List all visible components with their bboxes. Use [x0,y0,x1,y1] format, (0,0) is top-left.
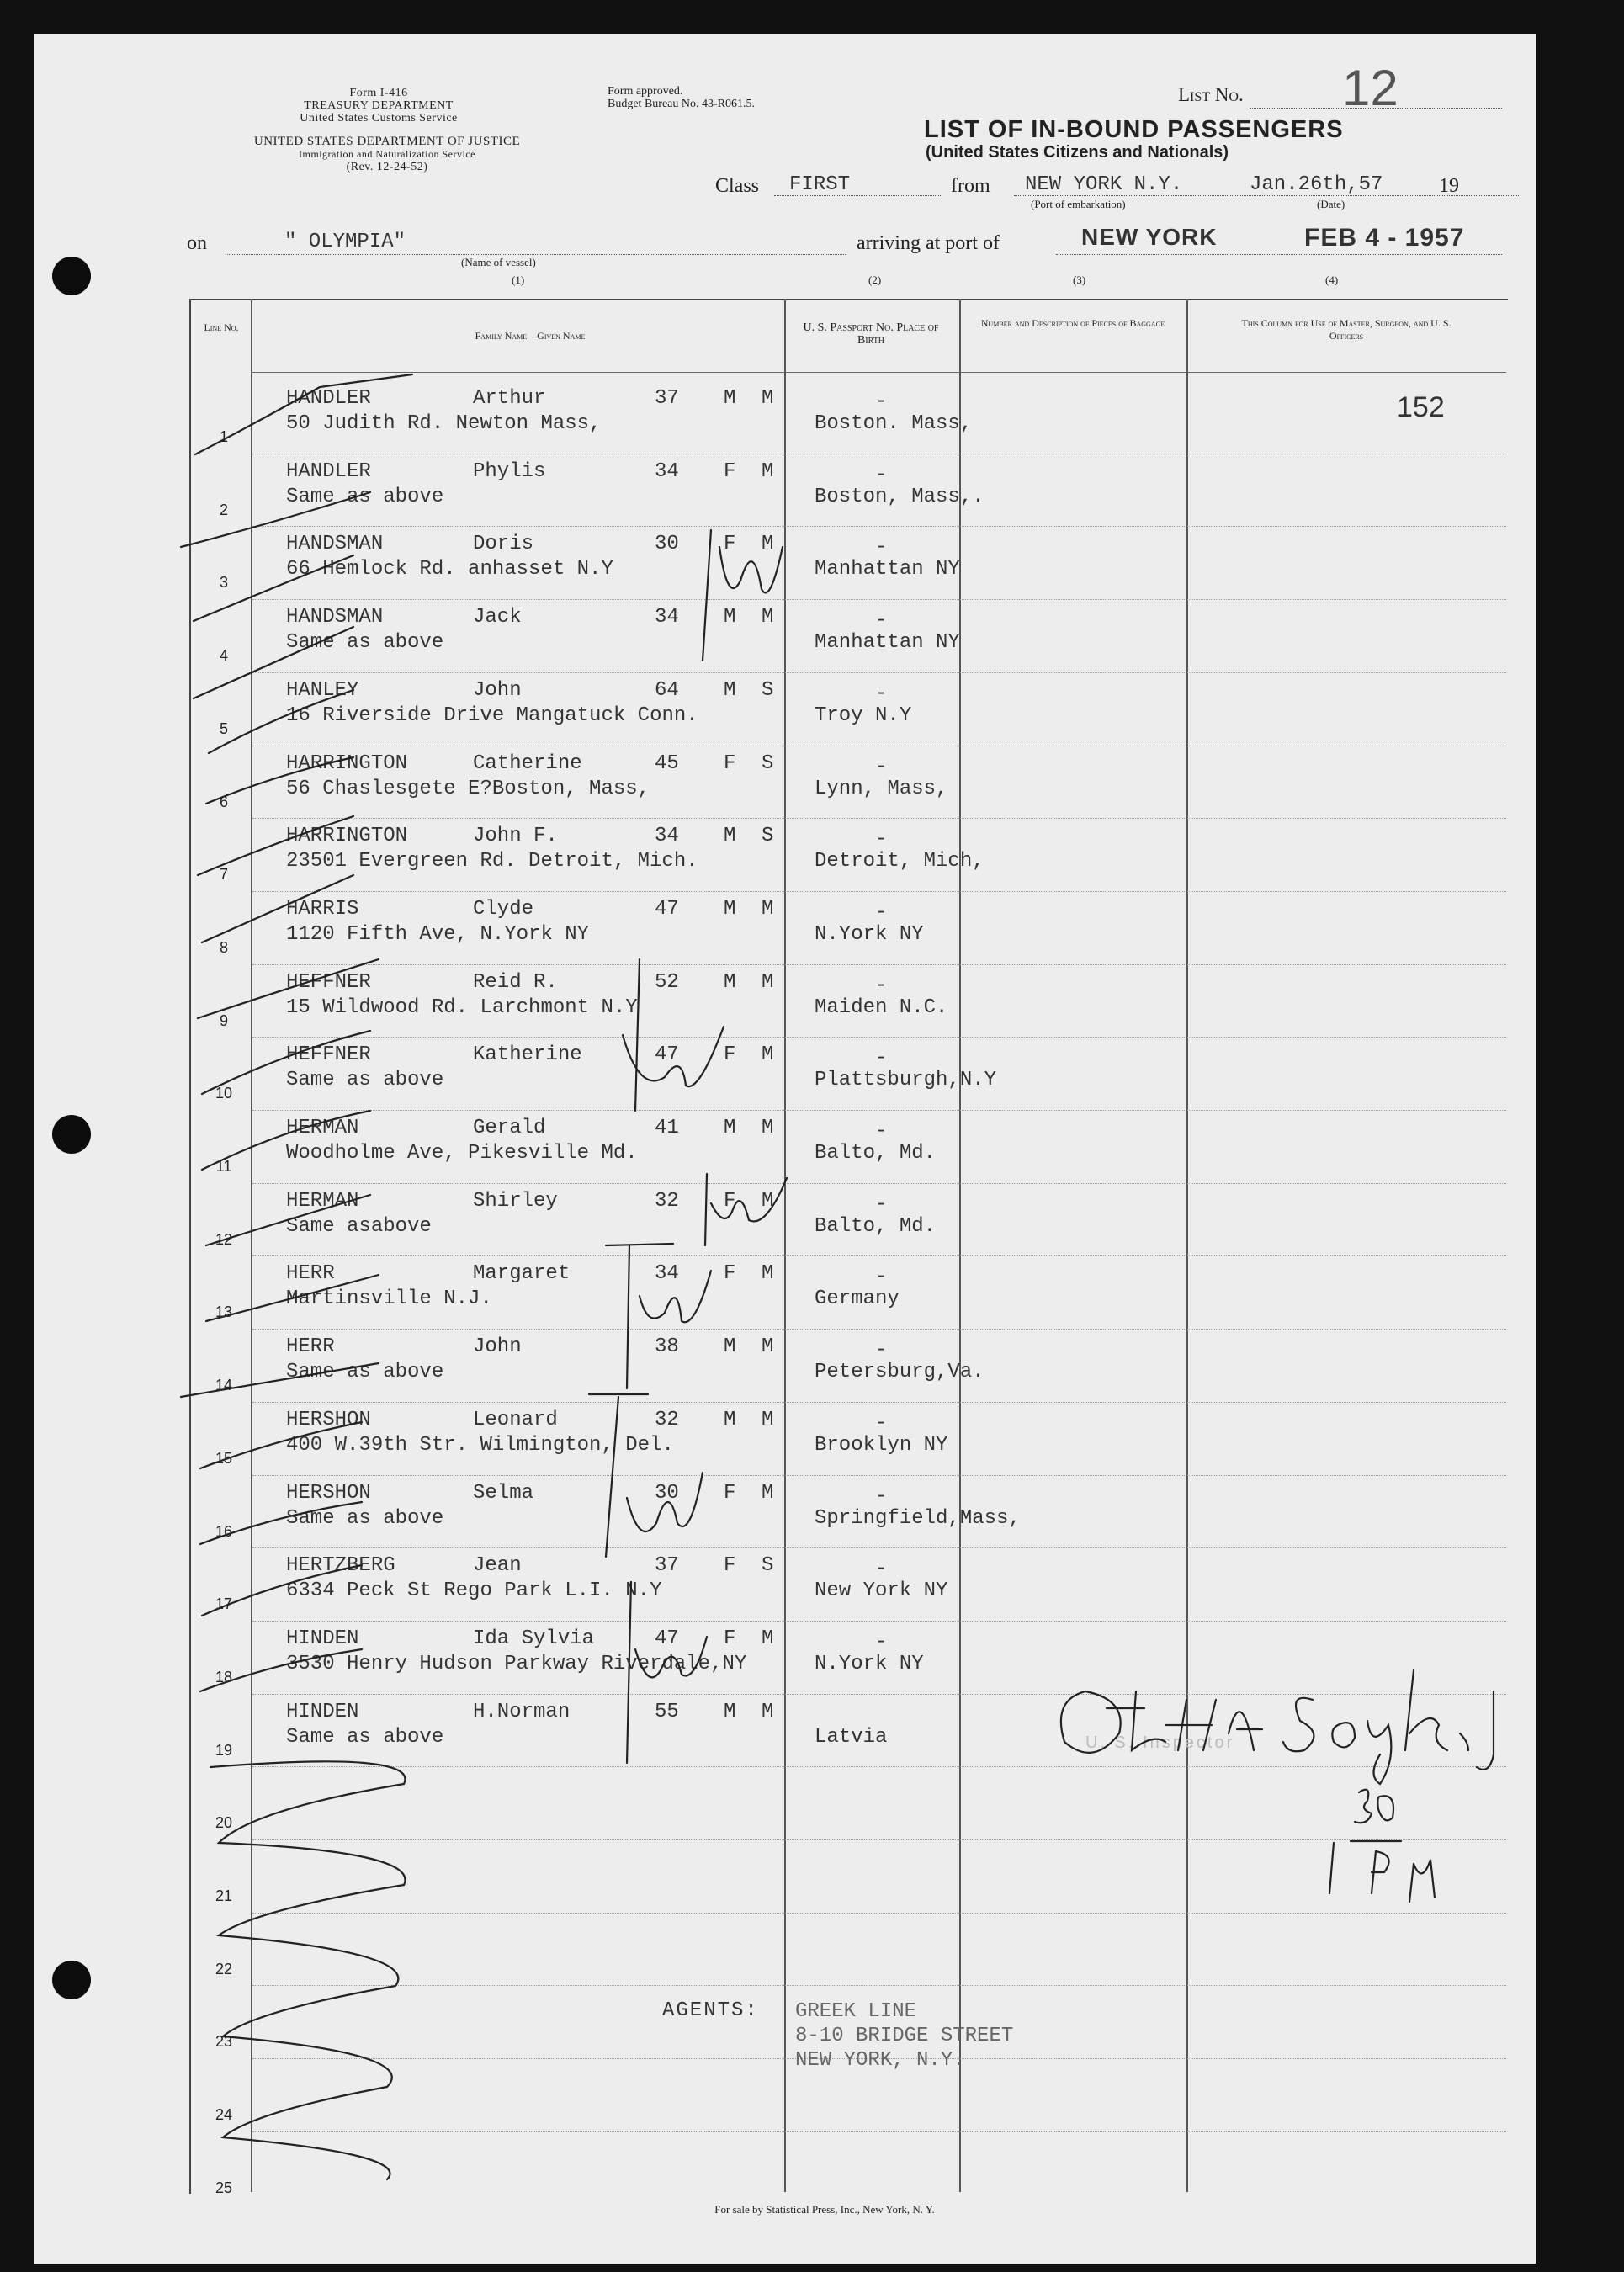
line-number: 18 [215,1668,233,1685]
passenger-given-name: Margaret [473,1262,571,1286]
agent-name: GREEK LINE [795,2000,917,2023]
passenger-address: Same as above [286,631,444,655]
passenger-sex: M [724,387,736,410]
arrival-port-stamp: NEW YORK [1081,224,1218,250]
passenger-age: 34 [655,1262,679,1286]
passport-no: - [875,1120,888,1143]
passenger-sex: F [724,1262,736,1286]
passenger-marital-status: S [762,825,774,848]
date-caption: (Date) [1317,198,1345,210]
line-number: 5 [219,719,228,737]
row-rule [252,891,1506,892]
passenger-age: 64 [655,678,679,702]
inspector-stamp-ghost: U. S. Inspector [1085,1733,1235,1752]
line-number: 11 [215,1158,232,1175]
passenger-marital-status: M [762,1627,774,1650]
passport-no: - [875,1266,888,1289]
passenger-address: Same asabove [286,1214,432,1238]
passport-no: - [875,536,888,560]
class-value: FIRST [789,173,851,196]
passenger-sex: F [724,459,736,483]
line-number: 7 [219,866,228,884]
vessel-value: " OLYMPIA" [284,231,406,253]
line-number: 6 [219,793,228,810]
passport-no: - [875,463,888,486]
passenger-surname: HERMAN [286,1117,359,1139]
place-of-birth: Brooklyn NY [815,1433,948,1457]
passenger-surname: HERSHON [286,1408,371,1431]
agent-street: 8-10 BRIDGE STREET [795,2025,1014,2047]
passenger-address: 23501 Evergreen Rd. Detroit, Mich. [286,850,698,873]
col-header-line-no: Line No. [204,321,239,333]
list-no-label: List No. [1178,84,1244,105]
row-rule [252,1329,1506,1330]
row-rule [252,1183,1506,1184]
passenger-sex: F [724,751,736,775]
passenger-marital-status: M [762,606,774,629]
line-number: 1 [219,428,228,445]
vessel-underline [227,254,846,255]
passenger-age: 38 [655,1335,679,1359]
agents-label: AGENTS: [662,1999,759,2022]
list-no-value: 12 [1342,60,1398,116]
passenger-given-name: Shirley [473,1189,558,1213]
passenger-surname: HANDSMAN [286,606,384,629]
passenger-age: 34 [655,825,679,848]
row-rule [252,1766,1506,1767]
passenger-surname: HERR [286,1262,335,1286]
passenger-address: 15 Wildwood Rd. Larchmont N.Y [286,995,638,1019]
passenger-marital-status: M [762,1408,774,1431]
passenger-address: 6334 Peck St Rego Park L.I. N.Y [286,1579,662,1603]
place-of-birth: Manhattan NY [815,558,960,581]
place-of-birth: Balto, Md. [815,1214,937,1238]
place-of-birth: Lynn, Mass, [815,777,948,800]
passenger-address: Same as above [286,1361,444,1384]
line-number: 24 [215,2106,233,2124]
passenger-age: 37 [655,1554,679,1578]
passenger-given-name: Selma [473,1481,534,1505]
row-rule [252,599,1506,600]
passenger-surname: HARRIS [286,897,359,921]
passenger-address: Woodholme Ave, Pikesville Md. [286,1142,638,1165]
row-rule [252,2131,1506,2132]
line-number: 20 [215,1814,233,1832]
row-rule [252,1255,1506,1256]
passenger-given-name: Phylis [473,459,546,483]
col-divider [784,299,786,2192]
passenger-given-name: Arthur [473,387,546,410]
passenger-sex: M [724,1700,736,1723]
treasury-dept: TREASURY DEPARTMENT [304,99,454,112]
passport-no: - [875,900,888,924]
place-of-birth: Boston, Mass,. [815,485,984,508]
passenger-sex: F [724,1627,736,1650]
passenger-marital-status: M [762,1043,774,1067]
arriving-label: arriving at port of [857,232,1000,254]
passenger-surname: HANLEY [286,678,359,702]
passenger-address: 16 Riverside Drive Mangatuck Conn. [286,703,698,727]
form-number: Form I-416 [349,87,408,99]
justice-dept: UNITED STATES DEPARTMENT OF JUSTICE [253,135,521,148]
place-of-birth: Boston. Mass, [815,412,973,435]
row-rule [252,1913,1506,1914]
passport-no: - [875,1411,888,1435]
budget-bureau-no: Budget Bureau No. 43-R061.5. [608,98,755,110]
passenger-given-name: John [473,678,522,702]
col-divider [251,299,252,2192]
col-divider [959,299,961,2192]
year-prefix: 19 [1439,175,1459,197]
line-number: 21 [215,1887,233,1904]
passenger-age: 45 [655,751,679,775]
passport-no: - [875,755,888,778]
row-rule [252,672,1506,673]
passenger-sex: F [724,1481,736,1505]
row-rule [252,964,1506,965]
passenger-age: 47 [655,897,679,921]
row-rule [252,1839,1506,1840]
passenger-marital-status: M [762,1700,774,1723]
line-number: 22 [215,1960,233,1977]
passenger-surname: HERR [286,1335,335,1359]
passport-no: - [875,682,888,705]
passenger-address: Same as above [286,485,444,508]
passport-no: - [875,1484,888,1508]
manifest-subtitle: (United States Citizens and Nationals) [926,143,1229,162]
passport-no: - [875,1192,888,1216]
place-of-birth: N.York NY [815,922,924,946]
place-of-birth: Latvia [815,1725,888,1749]
passenger-given-name: Clyde [473,897,534,921]
on-label: on [187,232,207,254]
passport-no: - [875,390,888,413]
passenger-given-name: Doris [473,533,534,556]
passenger-surname: HANDLER [286,459,371,483]
passenger-surname: HERSHON [286,1481,371,1505]
passenger-sex: M [724,970,736,994]
passenger-surname: HANDLER [286,387,371,410]
line-number: 16 [215,1522,233,1540]
passenger-marital-status: M [762,1117,774,1139]
place-of-birth: Germany [815,1287,900,1311]
passenger-marital-status: S [762,678,774,702]
manifest-table [189,299,1508,2194]
passenger-given-name: Jack [473,606,522,629]
row-rule [252,1621,1506,1622]
passport-no: - [875,1558,888,1581]
passport-no: - [875,1339,888,1362]
passenger-address: 400 W.39th Str. Wilmington, Del. [286,1433,674,1457]
passenger-sex: M [724,678,736,702]
passenger-marital-status: M [762,1335,774,1359]
passenger-age: 47 [655,1043,679,1067]
row-rule [252,1037,1506,1038]
col-caption-3: (3) [1073,273,1086,286]
passport-no: - [875,1047,888,1070]
binder-hole [52,257,91,295]
passenger-address: 56 Chaslesgete E?Boston, Mass, [286,777,650,800]
passenger-surname: HEFFNER [286,970,371,994]
passenger-marital-status: M [762,1189,774,1213]
approval-block [608,85,755,110]
col-caption-1: (1) [512,273,525,286]
passenger-surname: HEFFNER [286,1043,371,1067]
passenger-address: Same as above [286,1069,444,1092]
line-number: 19 [215,1741,233,1759]
line-number: 13 [215,1303,233,1321]
line-number: 17 [215,1595,233,1613]
passenger-marital-status: M [762,1262,774,1286]
col-header-baggage: Number and Description of Pieces of Baggage [980,317,1165,329]
page-count: 152 [1397,391,1445,423]
line-number: 12 [215,1230,233,1248]
passenger-given-name: Gerald [473,1117,546,1139]
passenger-age: 30 [655,533,679,556]
date-value: Jan.26th,57 [1250,173,1383,196]
line-number: 23 [215,2033,233,2051]
passenger-surname: HARRINGTON [286,825,408,848]
passenger-age: 30 [655,1481,679,1505]
place-of-birth: Manhattan NY [815,631,960,655]
printer-footer: For sale by Statistical Press, Inc., New York, N. Y. [714,2203,935,2216]
col-caption-4: (4) [1325,273,1339,286]
col-divider [1186,299,1188,2192]
agent-city: NEW YORK, N.Y. [795,2049,965,2072]
passenger-marital-status: M [762,459,774,483]
place-of-birth: Maiden N.C. [815,995,948,1019]
col-header-passport: U. S. Passport No. Place of Birth [803,321,939,347]
binder-hole [52,1115,91,1154]
passenger-age: 32 [655,1408,679,1431]
arrival-date-stamp: FEB 4 - 1957 [1304,224,1465,252]
ins-service: Immigration and Naturalization Service [299,148,475,160]
passenger-address: 1120 Fifth Ave, N.York NY [286,922,590,946]
passenger-address: 50 Judith Rd. Newton Mass, [286,412,602,435]
passenger-given-name: Leonard [473,1408,558,1431]
passenger-given-name: John [473,1335,522,1359]
place-of-birth: Troy N.Y [815,703,912,727]
passenger-surname: HERTZBERG [286,1554,395,1578]
passenger-age: 55 [655,1700,679,1723]
line-number: 15 [215,1449,233,1467]
passenger-marital-status: M [762,387,774,410]
passenger-sex: F [724,1189,736,1213]
row-rule [252,526,1506,527]
passenger-age: 34 [655,606,679,629]
row-rule [252,1694,1506,1695]
line-number: 14 [215,1377,233,1394]
line-number: 3 [219,574,228,592]
customs-service: United States Customs Service [300,112,458,125]
passenger-age: 32 [655,1189,679,1213]
passenger-address: 3530 Henry Hudson Parkway Riverdale,NY [286,1652,747,1675]
passenger-sex: M [724,897,736,921]
passenger-surname: HARRINGTON [286,751,408,775]
passenger-age: 37 [655,387,679,410]
arrival-underline [1056,254,1502,255]
passenger-surname: HINDEN [286,1700,359,1723]
agents-address [795,1999,1013,2073]
passenger-given-name: Ida Sylvia [473,1627,595,1650]
col-header-officers: This Column for Use of Master, Surgeon, and U. S. Officers [1241,317,1452,342]
passenger-given-name: Reid R. [473,970,558,994]
line-number: 4 [219,647,228,665]
passenger-given-name: H.Norman [473,1700,571,1723]
binder-hole [52,1961,91,1999]
passenger-sex: F [724,1554,736,1578]
passenger-marital-status: S [762,751,774,775]
passenger-age: 34 [655,459,679,483]
from-value: NEW YORK N.Y. [1025,173,1183,196]
row-rule [252,1547,1506,1548]
passenger-sex: M [724,825,736,848]
passport-no: - [875,609,888,633]
passenger-marital-status: M [762,897,774,921]
passenger-address: 66 Hemlock Rd. anhasset N.Y [286,558,613,581]
manifest-title: LIST OF IN-BOUND PASSENGERS [924,116,1344,143]
passenger-address: Same as above [286,1725,444,1749]
line-number: 10 [215,1085,233,1102]
place-of-birth: Balto, Md. [815,1142,937,1165]
passport-no: - [875,1630,888,1654]
header-rule [251,372,1506,373]
line-number: 25 [215,2179,233,2196]
passenger-sex: M [724,1117,736,1139]
passenger-sex: F [724,533,736,556]
place-of-birth: New York NY [815,1579,948,1603]
passenger-given-name: Jean [473,1554,522,1578]
passenger-sex: M [724,606,736,629]
passport-no: - [875,828,888,852]
place-of-birth: Plattsburgh,N.Y [815,1069,997,1092]
passenger-age: 52 [655,970,679,994]
from-label: from [951,175,990,197]
row-rule [252,1110,1506,1111]
passenger-marital-status: M [762,533,774,556]
class-label: Class [715,175,760,197]
line-number: 8 [219,938,228,956]
row-rule [252,1985,1506,1986]
place-of-birth: N.York NY [815,1652,924,1675]
line-number: 9 [219,1011,228,1029]
row-rule [252,818,1506,819]
line-number: 2 [219,501,228,518]
col-header-name: Family Name—Given Name [475,330,586,342]
passenger-marital-status: S [762,1554,774,1578]
passenger-given-name: John F. [473,825,558,848]
passenger-given-name: Katherine [473,1043,582,1067]
place-of-birth: Detroit, Mich, [815,850,984,873]
passenger-address: Martinsville N.J. [286,1287,492,1311]
row-rule [252,1402,1506,1403]
form-approved: Form approved. [608,85,683,98]
vessel-caption: (Name of vessel) [461,256,536,268]
passenger-surname: HERMAN [286,1189,359,1213]
passenger-sex: F [724,1043,736,1067]
row-rule [252,1475,1506,1476]
form-number-block [261,87,496,125]
passenger-sex: M [724,1335,736,1359]
passenger-sex: M [724,1408,736,1431]
place-of-birth: Petersburg,Va. [815,1361,984,1384]
passenger-marital-status: M [762,970,774,994]
passenger-address: Same as above [286,1506,444,1530]
passenger-age: 41 [655,1117,679,1139]
passenger-marital-status: M [762,1481,774,1505]
justice-dept-block [189,135,585,173]
passenger-given-name: Catherine [473,751,582,775]
col-caption-2: (2) [868,273,882,286]
passenger-surname: HANDSMAN [286,533,384,556]
place-of-birth: Springfield,Mass, [815,1506,1021,1530]
revision-date: (Rev. 12-24-52) [346,161,428,173]
port-caption: (Port of embarkation) [1031,198,1126,210]
passport-no: - [875,974,888,997]
passenger-surname: HINDEN [286,1627,359,1650]
passenger-age: 47 [655,1627,679,1650]
